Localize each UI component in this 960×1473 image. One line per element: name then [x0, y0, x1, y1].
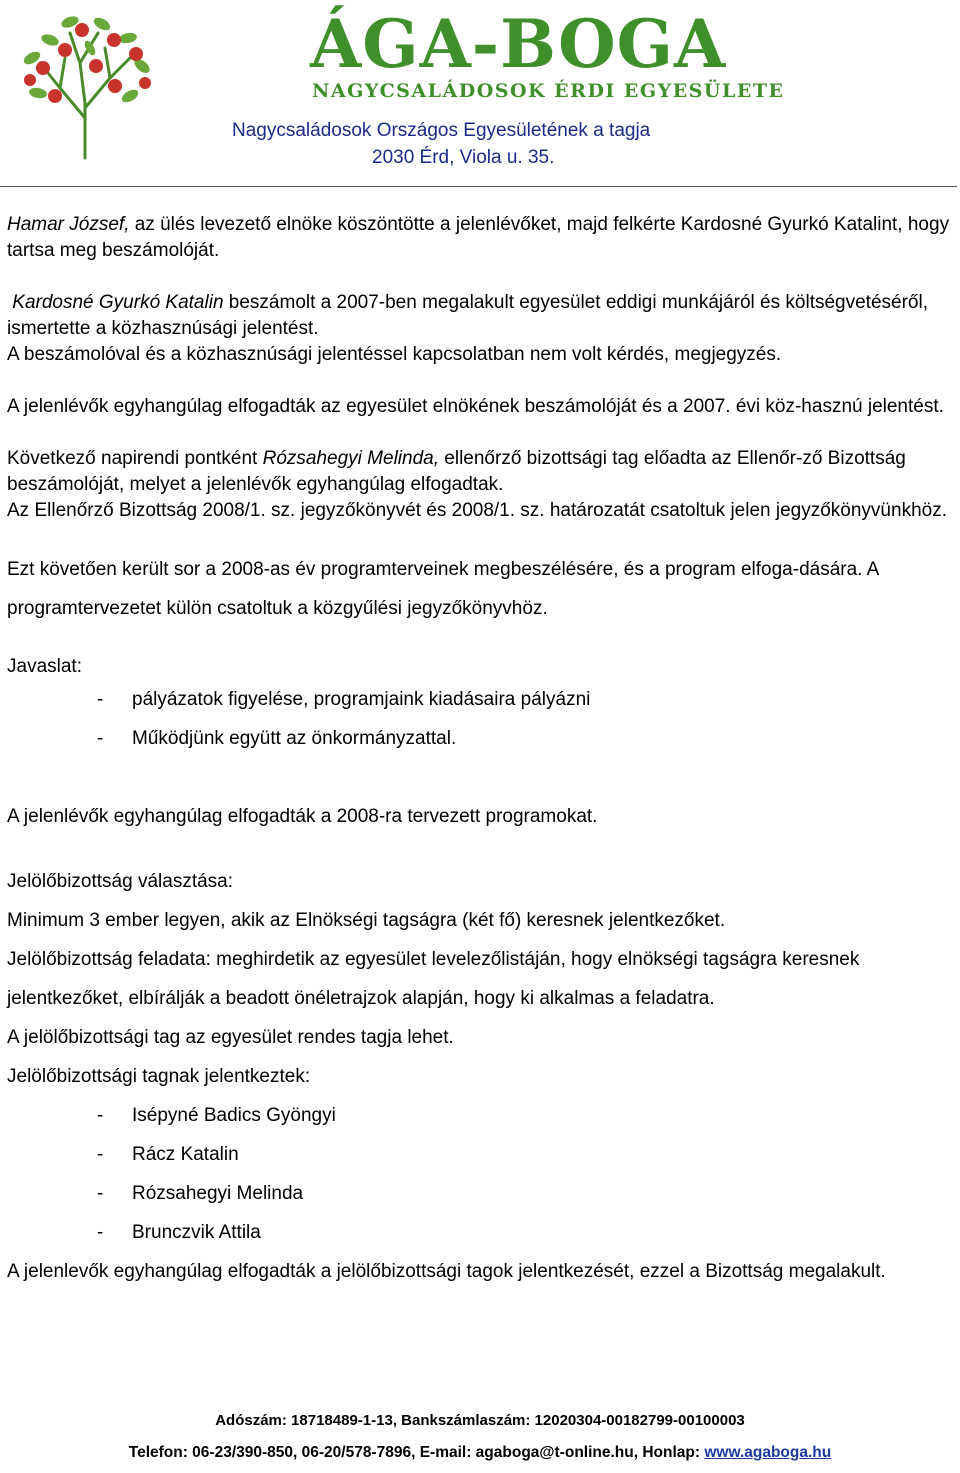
candidate-name: Rózsahegyi Melinda	[132, 1183, 304, 1204]
footer-tax-bank: Adószám: 18718489-1-13, Bankszámlaszám: 12020304-00182799-00100003	[215, 1412, 745, 1429]
apple-tree-logo-icon	[10, 8, 160, 160]
brand-subtitle: NAGYCSALÁDOSOK ÉRDI EGYESÜLETE	[312, 80, 785, 102]
footer-contact-text: Telefon: 06-23/390-850, 06-20/578-7896, E-mail: agaboga@t-online.hu, Honlap:	[128, 1444, 705, 1461]
paragraph-text: Következő napirendi pontként	[7, 448, 263, 469]
list-dash: -	[97, 689, 104, 710]
paragraph-text: ellenőrző bizottsági tag előadta az Ellenőr-ző Bizottság beszámolóját, melyet a jelenlévők egyhangúlag elfogadtak.	[7, 448, 906, 495]
header-divider	[0, 186, 957, 187]
list-item-text: Működjünk együtt az önkormányzattal.	[132, 728, 457, 749]
paragraph-text: beszámolt a 2007-ben megalakult egyesület eddigi munkájáról és költségvetéséről, ismertette a közhasznúsági jelentést.	[7, 292, 928, 339]
list-item	[7, 1135, 952, 1174]
paragraph-no-questions: A beszámolóval és a közhasznúsági jelentéssel kapcsolatban nem volt kérdés, megjegyzés.	[7, 344, 782, 365]
letterhead	[0, 0, 960, 190]
list-item	[7, 1096, 952, 1135]
list-dash: -	[97, 1183, 104, 1204]
list-item	[7, 719, 952, 758]
paragraph-accept-report: A jelenlévők egyhangúlag elfogadták az egyesület elnökének beszámolóját és a 2007. évi köz-hasznú jelentést.	[7, 396, 944, 417]
candidate-name: Brunczvik Attila	[132, 1222, 261, 1243]
list-dash: -	[97, 1105, 104, 1126]
document-body	[7, 212, 952, 1291]
website-link[interactable]: www.agaboga.hu	[704, 1444, 832, 1461]
paragraph-applicants: Jelölőbizottsági tagnak jelentkeztek:	[7, 1066, 311, 1087]
footer-contact	[0, 1444, 960, 1462]
paragraph-text: az ülés levezető elnöke köszöntötte a jelenlévőket, majd felkérte Kardosné Gyurkó Katalint, hogy tartsa meg beszámolóját.	[7, 214, 950, 261]
reporter-name: Kardosné Gyurkó Katalin	[12, 292, 224, 313]
paragraph-attachment: Az Ellenőrző Bizottság 2008/1. sz. jegyzőkönyvét és 2008/1. sz. határozatát csatoltuk jelen jegyzőkönyvünkhöz.	[7, 500, 947, 521]
list-dash: -	[97, 1222, 104, 1243]
nominating-committee-label: Jelölőbizottság választása:	[7, 871, 234, 892]
membership-line: Nagycsaládosok Országos Egyesületének a tagja	[232, 120, 651, 141]
paragraph-opening	[7, 212, 952, 264]
brand-name: ÁGA-BOGA	[310, 5, 727, 83]
list-item	[7, 1213, 952, 1252]
chair-name: Hamar József,	[7, 214, 130, 235]
list-dash: -	[97, 728, 104, 749]
proposal-label: Javaslat:	[7, 656, 82, 677]
address-line: 2030 Érd, Viola u. 35.	[372, 147, 555, 168]
paragraph-audit	[7, 446, 952, 498]
paragraph-committee-formed: A jelenlevők egyhangúlag elfogadták a jelölőbizottsági tagok jelentkezését, ezzel a Bizottság megalakult.	[7, 1261, 886, 1282]
paragraph-task: Jelölőbizottság feladata: meghirdetik az egyesület levelezőlistáján, hogy elnökségi tagságra keresnek jelentkezőket, elbírálják a beadott önéletrajzok alapján, hogy ki alkalmas a feladatra.	[7, 949, 860, 1009]
paragraph-program: Ezt követően került sor a 2008-as év programterveinek megbeszélésére, és a program elfoga-dására. A programtervezetet külön csatoltuk a közgyűlési jegyzőkönyvhöz.	[7, 559, 879, 619]
list-dash: -	[97, 1144, 104, 1165]
auditor-name: Rózsahegyi Melinda,	[262, 448, 439, 469]
candidate-name: Rácz Katalin	[132, 1144, 239, 1165]
list-item	[7, 1174, 952, 1213]
paragraph-accept-program: A jelenlévők egyhangúlag elfogadták a 2008-ra tervezett programokat.	[7, 806, 598, 827]
paragraph-report	[7, 290, 952, 342]
list-item-text: pályázatok figyelése, programjaink kiadásaira pályázni	[132, 689, 591, 710]
paragraph-eligibility: A jelölőbizottsági tag az egyesület rendes tagja lehet.	[7, 1027, 454, 1048]
list-item	[7, 680, 952, 719]
paragraph-minimum: Minimum 3 ember legyen, akik az Elnökségi tagságra (két fő) keresnek jelentkezőket.	[7, 910, 726, 931]
candidate-name: Isépyné Badics Gyöngyi	[132, 1105, 336, 1126]
